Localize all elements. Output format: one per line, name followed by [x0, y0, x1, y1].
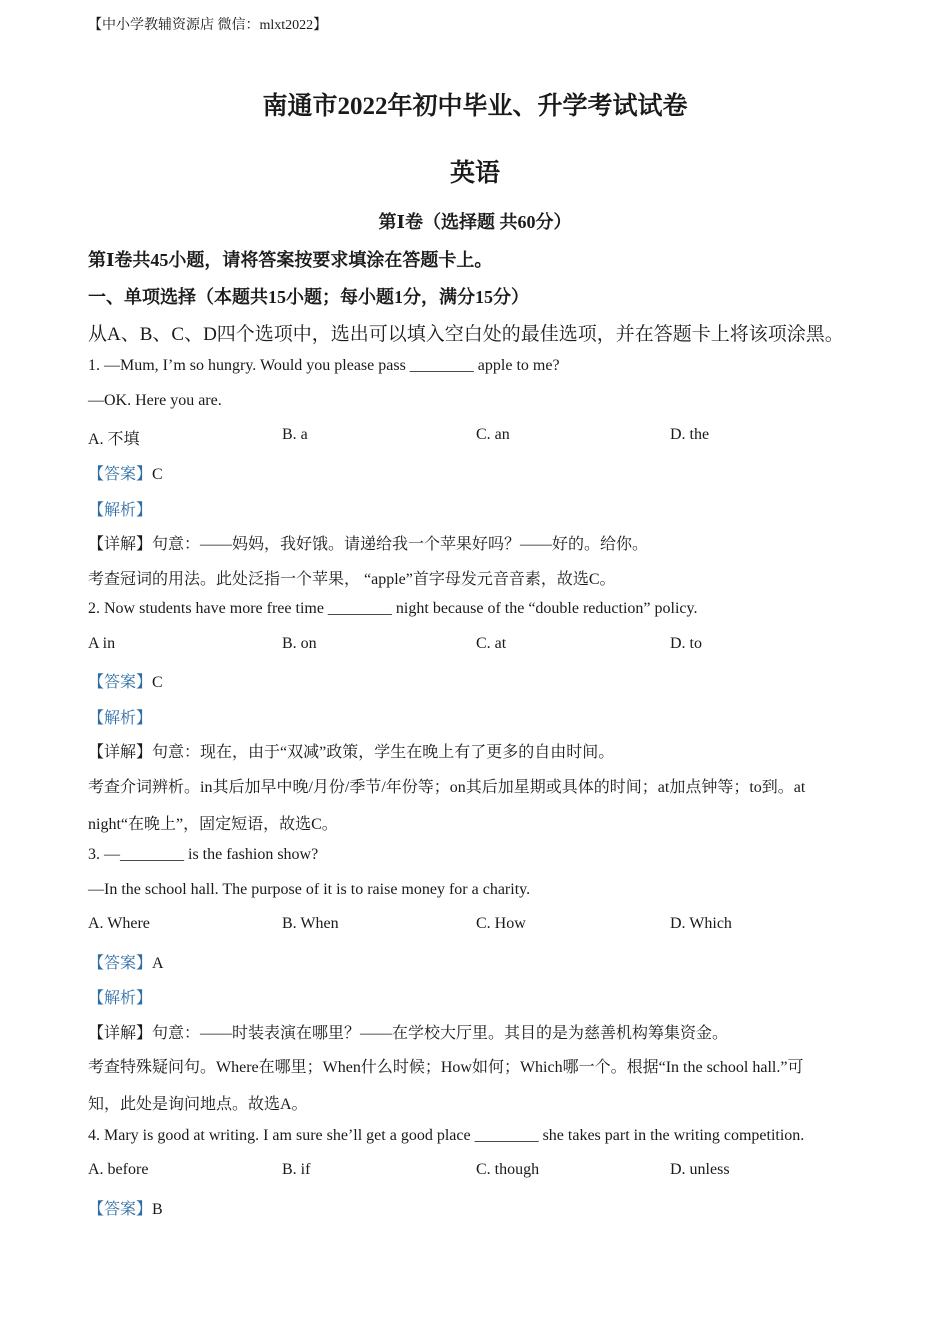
q2-answer [88, 669, 163, 692]
q2-option-a: A in [88, 635, 116, 652]
q3-analysis-tag: 【解析】 [88, 990, 153, 1007]
question-1-stem: 1. —Mum, I’m so hungry. Would you please pass ________ apple to me? [88, 357, 560, 374]
q2-analysis-tag: 【解析】 [88, 710, 153, 727]
q2-option-c: C. at [476, 635, 507, 652]
q3-option-b: B. When [282, 915, 339, 932]
q1-answer [88, 461, 163, 484]
q2-explain: 考查介词辨析。in其后加早中晚/月份/季节/年份等；on其后加星期或具体的时间；at加点钟等；to到。at [88, 779, 806, 796]
q2-option-d: D. to [670, 635, 702, 652]
q4-option-c: C. though [476, 1161, 540, 1178]
question-2-stem: 2. Now students have more free time ________ night because of the “double reduction” policy. [88, 600, 698, 617]
part-title: 第Ⅰ卷（选择题 共60分） [378, 212, 572, 232]
instruction: 从A、B、C、D四个选项中，选出可以填入空白处的最佳选项，并在答题卡上将该项涂黑。 [88, 324, 844, 345]
q1-option-d: D. the [670, 426, 710, 443]
question-4-stem: 4. Mary is good at writing. I am sure she’ll get a good place ________ she takes part in the writing competition. [88, 1127, 805, 1144]
q1-option-a: A. 不填 [88, 431, 140, 448]
q1-analysis-tag: 【解析】 [88, 502, 153, 519]
question-1-stem-2: —OK. Here you are. [88, 392, 222, 409]
question-3-stem: 3. —________ is the fashion show? [88, 846, 319, 863]
answer-value: C [152, 674, 163, 691]
q4-option-d: D. unless [670, 1161, 730, 1178]
q3-option-a: A. Where [88, 915, 150, 932]
answer-tag: 【答案】 [88, 466, 153, 483]
q2-option-b: B. on [282, 635, 317, 652]
answer-tag: 【答案】 [88, 1201, 153, 1218]
q1-explain: 考查冠词的用法。此处泛指一个苹果， “apple”首字母发元音音素，故选C。 [88, 571, 616, 588]
q4-option-a: A. before [88, 1161, 149, 1178]
q1-detail: 【详解】句意：——妈妈，我好饿。请递给我一个苹果好吗？——好的。给你。 [88, 536, 649, 553]
q3-option-d: D. Which [670, 915, 732, 932]
subject-title: 英语 [449, 160, 500, 187]
q3-answer [88, 950, 164, 973]
q2-detail: 【详解】句意：现在，由于“双减”政策，学生在晚上有了更多的自由时间。 [88, 744, 615, 761]
exam-title: 南通市2022年初中毕业、升学考试试卷 [262, 93, 688, 120]
q3-explain-2: 知，此处是询问地点。故选A。 [88, 1096, 308, 1113]
q1-option-b: B. a [282, 426, 308, 443]
q3-option-c: C. How [476, 915, 526, 932]
page-header: 【中小学教辅资源店 微信：mlxt2022】 [88, 18, 328, 33]
answer-tag: 【答案】 [88, 955, 153, 972]
answer-value: B [152, 1201, 163, 1218]
q1-option-c: C. an [476, 426, 510, 443]
question-3-stem-2: —In the school hall. The purpose of it is to raise money for a charity. [88, 881, 531, 898]
answer-tag: 【答案】 [88, 674, 153, 691]
part-note: 第Ⅰ卷共45小题，请将答案按要求填涂在答题卡上。 [88, 250, 493, 270]
q3-explain: 考查特殊疑问句。Where在哪里；When什么时候；How如何；Which哪一个。根据“In the school hall.”可 [88, 1059, 804, 1076]
answer-value: C [152, 466, 163, 483]
q4-option-b: B. if [282, 1161, 311, 1178]
q4-answer [88, 1196, 163, 1219]
answer-value: A [152, 955, 164, 972]
q3-detail: 【详解】句意：——时装表演在哪里？——在学校大厅里。其目的是为慈善机构筹集资金。 [88, 1025, 729, 1042]
q2-explain-2: night“在晚上”，固定短语，故选C。 [88, 816, 338, 833]
section-title: 一、单项选择（本题共15小题；每小题1分，满分15分） [88, 287, 529, 307]
